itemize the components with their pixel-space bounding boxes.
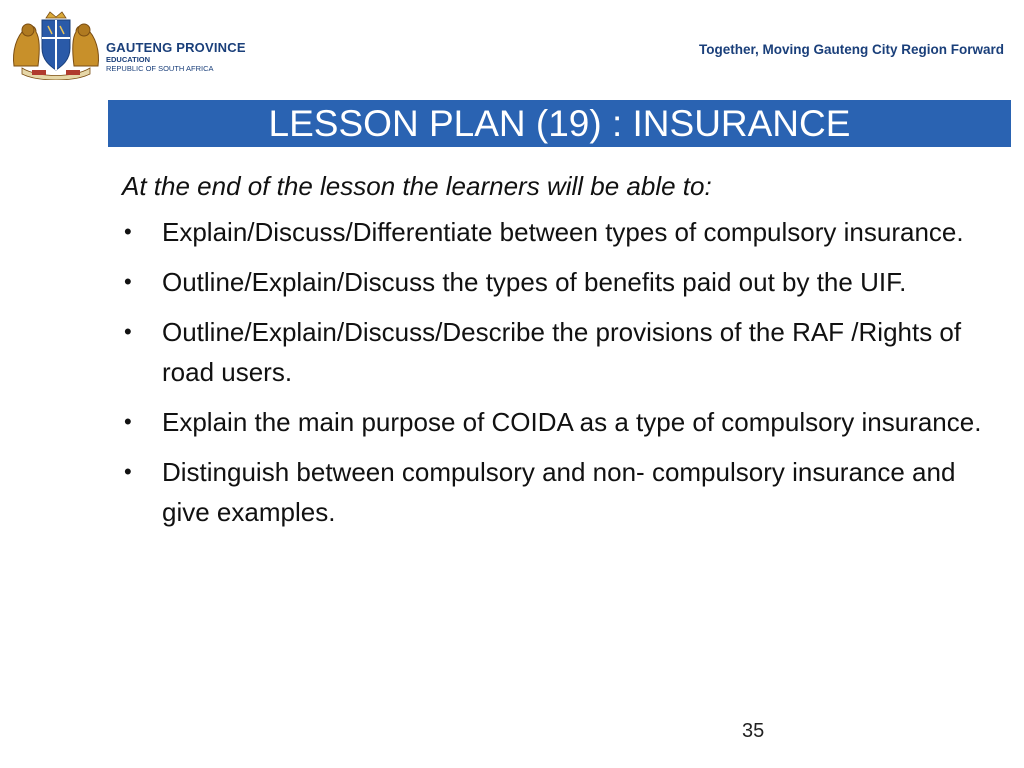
page-number: 35 — [742, 720, 765, 742]
list-item — [122, 262, 1002, 302]
list-item — [122, 402, 1002, 442]
intro-text: At the end of the lesson the learners will be able to: — [122, 171, 712, 201]
objective-text: Outline/Explain/Discuss the types of benefits paid out by the UIF. — [162, 267, 907, 297]
org-department: EDUCATION — [106, 55, 151, 64]
org-country: REPUBLIC OF SOUTH AFRICA — [106, 64, 214, 73]
bullet-icon: • — [124, 319, 132, 344]
slide-header — [0, 0, 1024, 100]
coat-of-arms-icon — [8, 8, 104, 80]
bullet-icon: • — [124, 409, 132, 434]
slide-title: LESSON PLAN (19) : INSURANCE — [108, 100, 1011, 147]
org-name: GAUTENG PROVINCE — [106, 40, 246, 55]
objectives-list — [122, 212, 1002, 532]
list-item — [122, 212, 1002, 252]
organization-logo-text — [106, 40, 246, 73]
bullet-icon: • — [124, 459, 132, 484]
objective-text: Outline/Explain/Discuss/Describe the provisions of the RAF /Rights of road users. — [162, 317, 962, 387]
slogan: Together, Moving Gauteng City Region Forward — [698, 42, 1004, 57]
objective-text: Explain/Discuss/Differentiate between types of compulsory insurance. — [162, 217, 964, 247]
list-item — [122, 312, 1002, 392]
objective-text: Explain the main purpose of COIDA as a type of compulsory insurance. — [162, 407, 982, 437]
objective-text: Distinguish between compulsory and non- compulsory insurance and give examples. — [162, 457, 956, 527]
bullet-icon: • — [124, 269, 132, 294]
slide-body — [122, 166, 1002, 542]
bullet-icon: • — [124, 219, 132, 244]
list-item — [122, 452, 1002, 532]
